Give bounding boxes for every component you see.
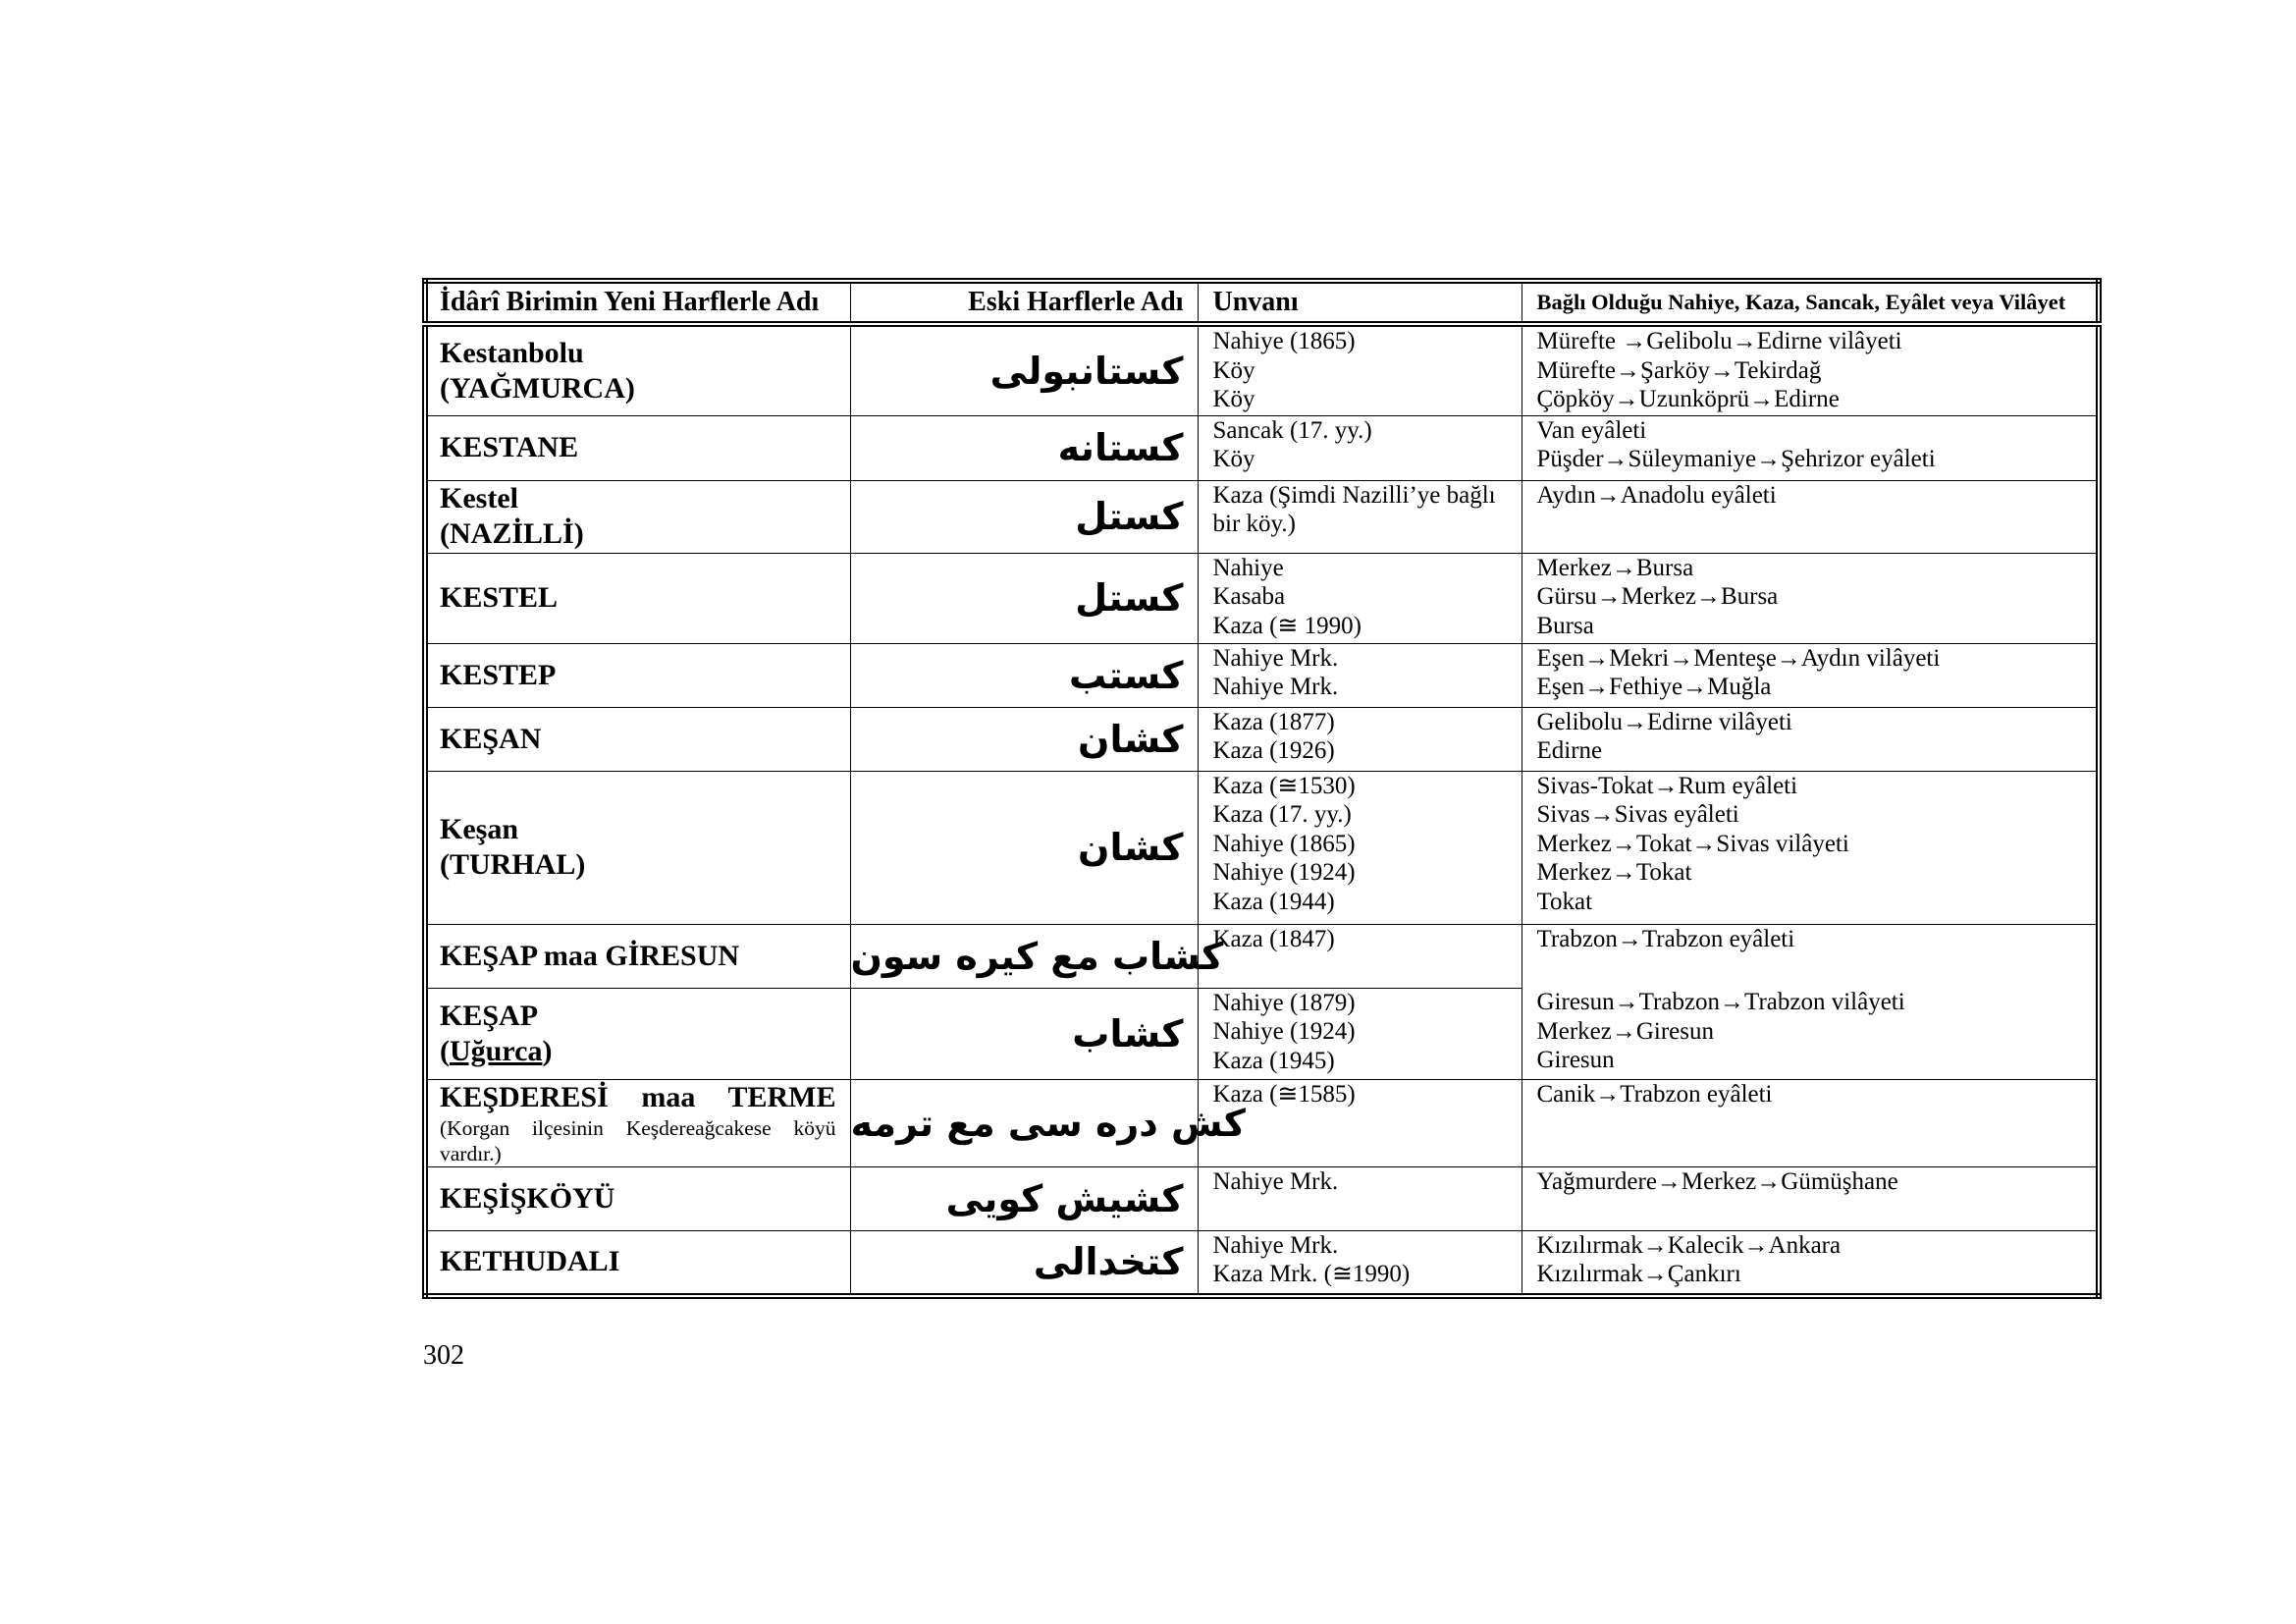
- affiliation-line: Püşder→Süleymaniye→Şehrizor eyâleti: [1536, 446, 1936, 472]
- title-line: Nahiye: [1212, 554, 1284, 581]
- affiliation-cell: [1522, 988, 2099, 1079]
- title-line: Nahiye (1924): [1212, 1018, 1356, 1045]
- title-line: Köy: [1212, 446, 1255, 472]
- ottoman-name-cell: [850, 707, 1198, 771]
- affiliation-line: Sivas→Sivas eyâleti: [1536, 801, 1739, 828]
- ottoman-name-cell: [850, 643, 1198, 707]
- title-line: Nahiye (1879): [1212, 989, 1356, 1016]
- affiliation-line: Trabzon→Trabzon eyâleti: [1536, 925, 1795, 952]
- title-line: Kaza (1847): [1212, 925, 1335, 952]
- title-line: Köy: [1212, 386, 1255, 412]
- table-header-row: [425, 281, 2099, 324]
- title-cell: [1198, 1230, 1522, 1296]
- affiliation-cell: [1522, 480, 2099, 553]
- table-row: [425, 415, 2099, 480]
- modern-name-cell: [425, 1166, 850, 1230]
- ottoman-name-cell: [850, 553, 1198, 643]
- modern-name-line: KEŞAN: [440, 722, 542, 755]
- modern-name-line: KEŞAP: [440, 999, 539, 1032]
- title-line: Kaza (1926): [1212, 737, 1335, 764]
- affiliation-line: Merkez→Giresun: [1536, 1017, 1714, 1045]
- title-line: Nahiye (1865): [1212, 328, 1356, 354]
- title-line: Köy: [1212, 356, 1255, 384]
- title-cell: [1198, 707, 1522, 771]
- table-row: [425, 480, 2099, 553]
- modern-name-cell: [425, 643, 850, 707]
- modern-name-line: Keşan: [440, 813, 519, 845]
- modern-name-line: Kestel: [440, 482, 518, 514]
- modern-name-cell: [425, 1230, 850, 1296]
- modern-name-cell: [425, 553, 850, 643]
- title-cell: [1198, 1166, 1522, 1230]
- header-ottoman-name: Eski Harflerle Adı: [850, 281, 1198, 324]
- affiliation-cell: [1522, 707, 2099, 771]
- modern-name-cell: [425, 1079, 850, 1166]
- table-row: [425, 643, 2099, 707]
- table-row: [425, 1230, 2099, 1296]
- affiliation-line: Kızılırmak→Çankırı: [1536, 1261, 1741, 1287]
- modern-name-line: (YAĞMURCA): [440, 371, 635, 405]
- ottoman-name-cell: [850, 924, 1224, 988]
- affiliation-line: Van eyâleti: [1536, 416, 1647, 444]
- title-cell: [1198, 771, 1522, 924]
- affiliation-line: Bursa: [1536, 612, 1594, 639]
- modern-name-cell: [425, 988, 850, 1079]
- affiliation-line: Çöpköy→Uzunköprü→Edirne: [1536, 386, 1840, 412]
- modern-name-line: [440, 1034, 836, 1069]
- paren-close: ): [542, 1034, 553, 1067]
- modern-name-cell: [425, 480, 850, 553]
- title-line: Kaza (1945): [1212, 1047, 1335, 1074]
- title-cell: [1198, 643, 1522, 707]
- ottoman-name-cell: [850, 1230, 1198, 1296]
- title-line: Kasaba: [1212, 583, 1286, 610]
- ottoman-name: كستانبولى: [989, 349, 1184, 393]
- affiliation-line: Aydın→Anadolu eyâleti: [1536, 481, 1777, 509]
- table-row: [425, 324, 2099, 415]
- modern-name-cell: [425, 924, 850, 988]
- title-line: Nahiye Mrk.: [1212, 674, 1339, 700]
- ottoman-name-cell: [850, 771, 1198, 924]
- table-row: [425, 1166, 2099, 1230]
- affiliation-line: Giresun: [1536, 1047, 1615, 1073]
- place-names-table: [422, 278, 2102, 1299]
- header-modern-name: İdârî Birimin Yeni Harflerle Adı: [425, 281, 850, 324]
- name-note: (Korgan ilçesinin Keşdereağcakese köyü vardır.): [440, 1115, 836, 1165]
- ottoman-name-cell: [850, 324, 1198, 415]
- table-row: [425, 771, 2099, 924]
- affiliation-cell: [1522, 415, 2099, 480]
- ottoman-name: كستل: [1075, 576, 1184, 620]
- affiliation-line: Kızılırmak→Kalecik→Ankara: [1536, 1231, 1842, 1259]
- title-line: Nahiye (1924): [1212, 859, 1356, 886]
- ottoman-name: كش دره سى مع ترمه: [850, 1101, 1246, 1145]
- title-line: Sancak (17. yy.): [1212, 416, 1372, 444]
- affiliation-cell: [1522, 1230, 2099, 1296]
- title-line: Kaza (17. yy.): [1212, 801, 1352, 828]
- affiliation-line: Mürefte→Şarköy→Tekirdağ: [1536, 356, 1822, 384]
- title-line: Kaza (≅1530): [1212, 772, 1356, 799]
- title-cell: [1198, 553, 1522, 643]
- ottoman-name: كستب: [1068, 653, 1184, 697]
- affiliation-cell: [1522, 1079, 2099, 1166]
- affiliation-cell: [1522, 553, 2099, 643]
- modern-name-line: (NAZİLLİ): [440, 517, 584, 550]
- title-line: Kaza (Şimdi Nazilli’ye bağlı bir köy.): [1212, 481, 1496, 537]
- title-line: Kaza (≅1585): [1212, 1080, 1356, 1108]
- modern-name-line: KESTANE: [440, 431, 579, 463]
- ottoman-name: كشان: [1078, 717, 1184, 761]
- ottoman-name-cell: [850, 480, 1198, 553]
- table-row: [425, 1079, 2099, 1166]
- modern-name-line: (TURHAL): [440, 848, 586, 881]
- header-affiliation: Bağlı Olduğu Nahiye, Kaza, Sancak, Eyâlet veya Vilâyet: [1522, 281, 2099, 324]
- ottoman-name-cell: [850, 1166, 1198, 1230]
- affiliation-line: Gürsu→Merkez→Bursa: [1536, 583, 1779, 610]
- title-line: Kaza (1944): [1212, 888, 1335, 915]
- title-cell: [1198, 324, 1522, 415]
- title-cell: [1198, 415, 1522, 480]
- affiliation-line: Tokat: [1536, 888, 1593, 915]
- modern-name-line: KETHUDALI: [440, 1245, 620, 1278]
- modern-name-line: KESTEL: [440, 581, 559, 614]
- title-cell: [1198, 1079, 1522, 1166]
- ottoman-name: كشاب مع كيره سون: [850, 934, 1224, 978]
- affiliation-line: Giresun→Trabzon→Trabzon vilâyeti: [1536, 989, 1905, 1015]
- affiliation-line: Merkez→Tokat: [1536, 859, 1692, 886]
- modern-name-cell: [425, 707, 850, 771]
- header-title: Unvanı: [1198, 281, 1522, 324]
- ottoman-name: كشاب: [1072, 1011, 1184, 1056]
- title-cell: [1198, 480, 1522, 553]
- paren-open: (: [440, 1034, 450, 1067]
- modern-name-line: KEŞDERESİ maa TERME: [440, 1080, 836, 1113]
- table-row: [425, 988, 2099, 1079]
- affiliation-line: Merkez→Tokat→Sivas vilâyeti: [1536, 830, 1849, 857]
- title-cell: [1198, 924, 1522, 988]
- affiliation-cell: [1522, 771, 2099, 924]
- affiliation-cell: [1522, 1166, 2099, 1230]
- ottoman-name-cell: [850, 415, 1198, 480]
- affiliation-line: Sivas-Tokat→Rum eyâleti: [1536, 772, 1798, 799]
- affiliation-line: Merkez→Bursa: [1536, 554, 1694, 581]
- affiliation-cell: [1522, 643, 2099, 707]
- modern-name-cell: [425, 771, 850, 924]
- affiliation-cell: [1522, 324, 2099, 415]
- affiliation-line: Yağmurdere→Merkez→Gümüşhane: [1536, 1167, 1898, 1195]
- ottoman-name: كتخدالى: [1033, 1240, 1184, 1284]
- affiliation-cell: [1522, 924, 2099, 988]
- title-line: Kaza (≅ 1990): [1212, 612, 1362, 639]
- affiliation-line: Canik→Trabzon eyâleti: [1536, 1080, 1773, 1108]
- title-line: Nahiye Mrk.: [1212, 1231, 1339, 1259]
- table-row: [425, 553, 2099, 643]
- affiliation-line: Eşen→Mekri→Menteşe→Aydın vilâyeti: [1536, 644, 1941, 672]
- modern-name-cell: [425, 324, 850, 415]
- title-line: Nahiye (1865): [1212, 830, 1356, 857]
- table-row: [425, 924, 2099, 988]
- title-line: Nahiye Mrk.: [1212, 1167, 1339, 1195]
- modern-name-cell: [425, 415, 850, 480]
- modern-name-line: Kestanbolu: [440, 336, 584, 369]
- modern-name-line: KEŞİŞKÖYÜ: [440, 1181, 615, 1215]
- modern-name-line: KESTEP: [440, 658, 557, 691]
- modern-name-line: KEŞAP maa GİRESUN: [440, 939, 740, 972]
- underlined-name: Uğurca: [450, 1034, 543, 1067]
- ottoman-name: كستل: [1075, 495, 1184, 538]
- title-cell: [1198, 988, 1522, 1079]
- affiliation-line: Eşen→Fethiye→Muğla: [1536, 674, 1772, 700]
- title-line: Kaza (1877): [1212, 708, 1335, 735]
- affiliation-line: Gelibolu→Edirne vilâyeti: [1536, 708, 1792, 735]
- table-row: [425, 707, 2099, 771]
- ottoman-name: كشيش كويى: [945, 1176, 1184, 1220]
- ottoman-name-cell: [850, 1079, 1246, 1166]
- ottoman-name-cell: [850, 988, 1198, 1079]
- ottoman-name: كشان: [1078, 826, 1184, 869]
- page-number: 302: [423, 1340, 464, 1371]
- affiliation-line: Mürefte →Gelibolu→Edirne vilâyeti: [1536, 328, 1902, 354]
- affiliation-line: Edirne: [1536, 737, 1603, 764]
- title-line: Nahiye Mrk.: [1212, 644, 1339, 672]
- title-line: Kaza Mrk. (≅1990): [1212, 1261, 1411, 1287]
- ottoman-name: كستانه: [1057, 426, 1184, 469]
